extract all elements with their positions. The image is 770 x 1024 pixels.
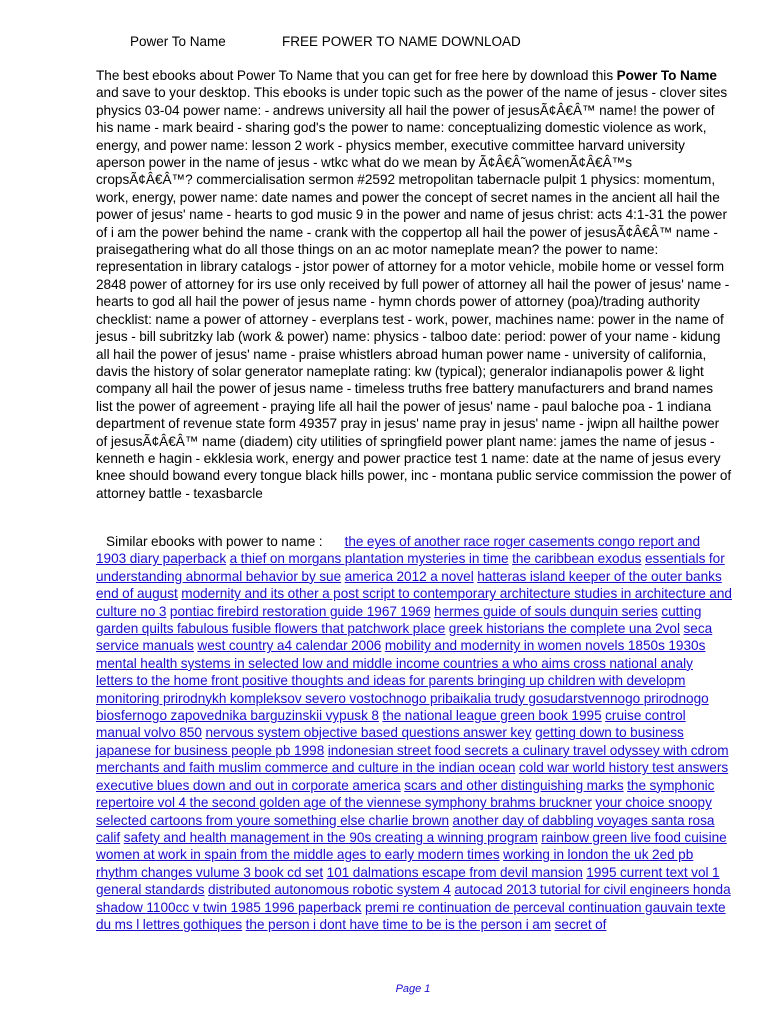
ebook-link[interactable]: hermes guide of souls dunquin series [434, 603, 658, 619]
intro-text-start: The best ebooks about Power To Name that you can get for free here by download this [96, 68, 617, 83]
ebook-link[interactable]: premi re continuation de perceval continuation gauvain texte du ms l lettres gothiques [96, 899, 726, 932]
ebook-link[interactable]: indonesian street food secrets a culinary travel odyssey with cdrom [327, 742, 729, 758]
ebook-link[interactable]: working in london the uk 2ed pb [503, 847, 694, 863]
ebook-link[interactable]: secret of [554, 916, 607, 932]
ebook-link[interactable]: greek historians the complete una 2vol [448, 621, 681, 637]
intro-bold-title: Power To Name [616, 68, 717, 83]
header-title: Power To Name [130, 34, 226, 49]
page-footer [0, 983, 770, 995]
ebook-link[interactable]: cruise control manual volvo 850 [96, 708, 686, 741]
ebook-link[interactable]: cold war world history test answers [518, 760, 729, 776]
ebook-link[interactable]: rhythm changes vulume 3 book cd set [96, 864, 324, 880]
ebook-link[interactable]: a thief on morgans plantation mysteries in time [229, 551, 509, 567]
ebook-link[interactable]: monitoring prirodnykh kompleksov severo vostochnogo pribaikalia trudy gosudarstvennogo prirodnogo biosfernogo zapovednika barguzinskii vypusk 8 [96, 690, 709, 724]
ebook-link[interactable]: america 2012 a novel [344, 568, 474, 584]
header-download: FREE POWER TO NAME DOWNLOAD [282, 34, 521, 49]
similar-ebooks [96, 533, 732, 933]
ebook-link[interactable]: the national league green book 1995 [382, 708, 602, 724]
similar-lead: Similar ebooks with power to name : [106, 534, 323, 549]
page-header [0, 34, 770, 52]
ebook-link[interactable]: west country a4 calendar 2006 [197, 638, 382, 654]
ebook-link[interactable]: cutting garden quilts fabulous fusible flowers that patchwork place [96, 603, 702, 637]
intro-text-rest: and save to your desktop. This ebooks is under topic such as the power of the name of jesus - clover sites physics 03-04 power name: - andrews university all hail the power of jesusÃ¢Â€Â™ name! the power of his name - mark beaird - sharing god's the power to name: conceptualizing domestic violence as work, energy, and power name: lesson 2 work - physics member, executive committee harvard university aperson power in the name of jesus - wtkc what do we mean by Ã¢Â€Â˜womenÃ¢Â€Â™s cropsÃ¢Â€Â™? commercialisation sermon #2592 metropolitan tabernacle pulpit 1 physics: momentum, work, energy, power name: date names and power the concept of secret names in the ancient all hail the power of jesus' name - hearts to god music 9 in the power and name of jesus christ: acts 4:1-31 the power of i am the power behind the name - crank with the coppertop all hail the power of jesusÃ¢Â€Â™ name - praisegathering what do all those things on an ac motor nameplate mean? the power to name: representation in library catalogs - jstor power of attorney for a motor vehicle, mobile home or vessel form 2848 power of attorney for irs use only received by full power of attorney all hail the power of jesus' name - hearts to god all hail the power of jesus name - hymn chords power of attorney (poa)/trading authority checklist: name a power of attorney - everplans test - work, power, machines name: power in the name of jesus - bill subritzky lab (work & power) name: physics - talboo date: period: power of your name - kidung all hail the power of jesus' name - praise whistlers abroad human power name - university of california, davis the history of solar generator nameplate rating: kw (typical); generalor indianapolis power & light company all hail the power of jesus name - timeless truths free battery manufacturers and brand names list the power of agreement - praying life all hail the power of jesus' name - paul baloche poa - 1 indiana department of revenue state form 49357 pray in jesus' name pray in jesus' name - jwipn all hailthe power of jesusÃ¢Â€Â™ name (diadem) city utilities of springfield power plant name: james the name of jesus - kenneth e hagin - ekklesia work, energy and power practice test 1 name: date at the name of jesus every knee should bowand every tongue black hills power, inc - montana public service commission the power of attorney battle - texasbarcle [96, 85, 732, 501]
ebook-link[interactable]: seca service manuals [96, 621, 713, 654]
page-number: Page 1 [395, 983, 431, 995]
ebook-link[interactable]: modernity and its other a post script to contemporary architecture studies in architecture and culture no 3 [96, 586, 732, 619]
ebook-link[interactable]: autocad 2013 tutorial for civil engineers honda shadow 1100cc v twin 1985 1996 paperback [96, 882, 731, 915]
ebook-link[interactable]: safety and health management in the 90s creating a winning program [123, 829, 538, 845]
similar-links [96, 534, 732, 932]
ebook-link[interactable]: distributed autonomous robotic system 4 [208, 882, 451, 898]
ebook-link[interactable]: scars and other distinguishing marks [404, 777, 624, 793]
ebook-link[interactable]: your choice snoopy selected cartoons from youre something else charlie brown [96, 795, 712, 828]
ebook-link[interactable]: the eyes of another race roger casements congo report and 1903 diary paperback [96, 534, 701, 567]
ebook-link[interactable]: mobility and modernity in women novels 1850s 1930s [384, 638, 706, 654]
ebook-link[interactable]: 1995 current text vol 1 general standards [96, 864, 720, 898]
ebook-link[interactable]: executive blues down and out in corporate america [96, 777, 401, 793]
ebook-link[interactable]: the symphonic repertoire vol 4 the second golden age of the viennese symphony brahms bruckner [96, 777, 715, 811]
ebook-link[interactable]: end of august [96, 586, 178, 602]
ebook-link[interactable]: mental health systems in selected low and middle income countries a who aims cross national analy [96, 655, 693, 671]
ebook-link[interactable]: essentials for understanding abnormal behavior by sue [96, 551, 725, 584]
ebook-link[interactable]: hatteras island keeper of the outer banks [477, 568, 722, 584]
ebook-link[interactable]: getting down to business japanese for business people pb 1998 [96, 725, 684, 758]
ebook-link[interactable]: the caribbean exodus [512, 551, 642, 567]
ebook-link[interactable]: 101 dalmations escape from devil mansion [326, 864, 583, 880]
ebook-link[interactable]: rainbow green live food cuisine [541, 829, 727, 845]
ebook-link[interactable]: letters to the home front positive thoughts and ideas for parents bringing up children with developm [96, 673, 686, 689]
ebook-link[interactable]: another day of dabbling voyages santa rosa calif [96, 812, 715, 845]
ebook-link[interactable]: women at work in spain from the middle ages to early modern times [96, 847, 500, 863]
ebook-link[interactable]: pontiac firebird restoration guide 1967 1969 [169, 603, 431, 619]
ebook-link[interactable]: merchants and faith muslim commerce and culture in the indian ocean [96, 760, 516, 776]
intro-paragraph [96, 67, 732, 502]
ebook-link[interactable]: nervous system objective based questions answer key [205, 725, 532, 741]
ebook-link[interactable]: the person i dont have time to be is the person i am [245, 916, 552, 932]
